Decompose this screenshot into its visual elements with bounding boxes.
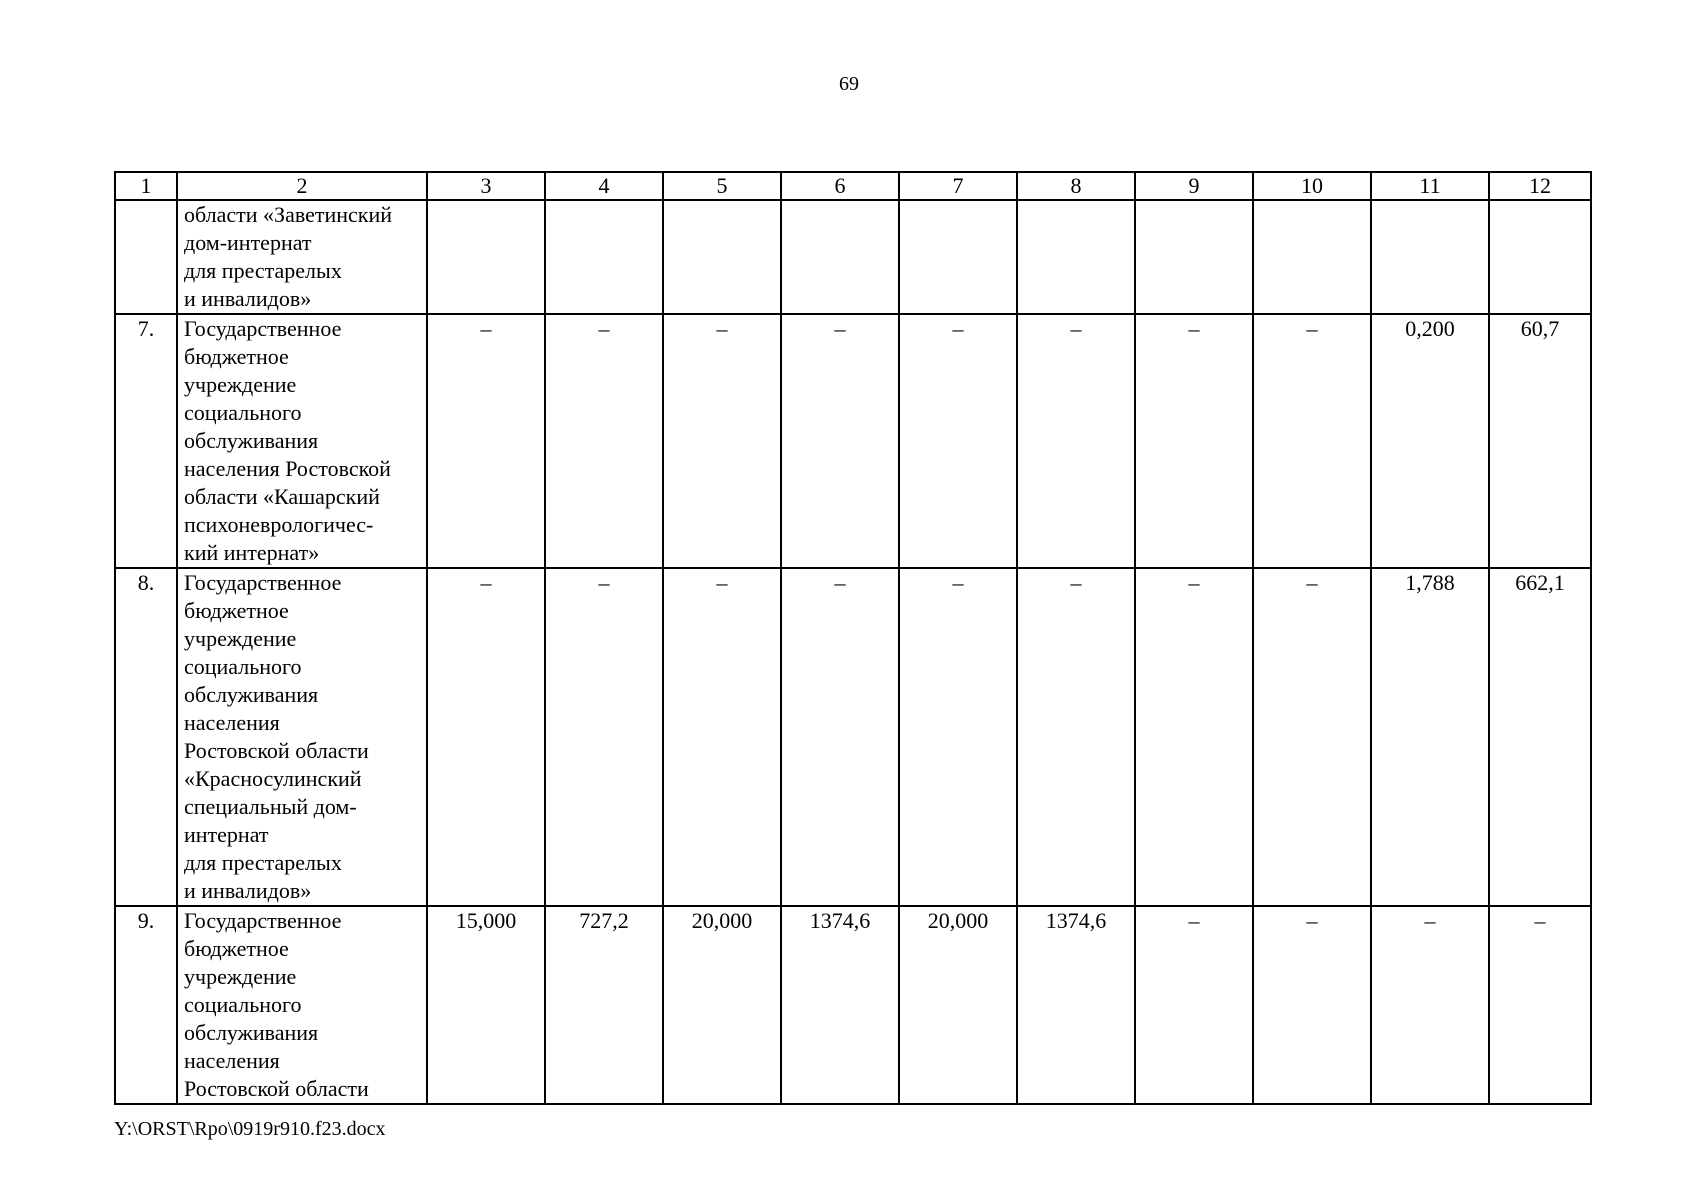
table-cell: – [899,568,1017,906]
table-cell: 60,7 [1489,314,1591,568]
column-header: 10 [1253,172,1371,200]
row-number [115,200,177,314]
table-cell: – [663,314,781,568]
column-header: 1 [115,172,177,200]
row-number: 7. [115,314,177,568]
column-header: 7 [899,172,1017,200]
table-cell: – [899,314,1017,568]
table-cell [899,200,1017,314]
table-cell: – [427,568,545,906]
column-header: 2 [177,172,427,200]
table-cell: – [545,314,663,568]
table-cell [427,200,545,314]
table-cell: 727,2 [545,906,663,1104]
institution-name: Государственное бюджетное учреждение социального обслуживания населения Ростовской области [177,906,427,1104]
data-table [114,171,1592,1105]
table-cell: – [427,314,545,568]
table-cell: – [1253,314,1371,568]
row-number: 8. [115,568,177,906]
institution-name: области «Заветинский дом-интернат для престарелых и инвалидов» [177,200,427,314]
table-cell: – [1253,568,1371,906]
table-cell [1371,200,1489,314]
table-row [115,568,1591,906]
row-number: 9. [115,906,177,1104]
table-row [115,906,1591,1104]
table-cell: 1,788 [1371,568,1489,906]
table-cell: 0,200 [1371,314,1489,568]
institution-name: Государственное бюджетное учреждение социального обслуживания населения Ростовской области «Кашарский психоневрологичес- кий интернат» [177,314,427,568]
table-cell: – [1371,906,1489,1104]
table-cell [1489,200,1591,314]
column-header: 3 [427,172,545,200]
table-cell: – [1489,906,1591,1104]
table-cell: – [781,568,899,906]
table-cell: 15,000 [427,906,545,1104]
table-cell: – [1135,906,1253,1104]
column-header: 6 [781,172,899,200]
institution-name: Государственное бюджетное учреждение социального обслуживания населения Ростовской области «Красносулинский специальный дом- интернат для престарелых и инвалидов» [177,568,427,906]
table-cell: – [1017,314,1135,568]
table-body [115,200,1591,1104]
column-header: 12 [1489,172,1591,200]
column-header: 8 [1017,172,1135,200]
table-cell: – [663,568,781,906]
table-cell: 20,000 [899,906,1017,1104]
table-row [115,314,1591,568]
table-cell: – [781,314,899,568]
table-cell [545,200,663,314]
table-cell: – [1135,568,1253,906]
table-cell: – [1017,568,1135,906]
column-header: 5 [663,172,781,200]
table-row [115,200,1591,314]
table-cell [1253,200,1371,314]
table-header [115,172,1591,200]
table-cell: 1374,6 [781,906,899,1104]
table-cell: – [545,568,663,906]
column-header: 11 [1371,172,1489,200]
file-path-footer: Y:\ORST\Rpo\0919r910.f23.docx [114,1118,386,1140]
table-cell: – [1253,906,1371,1104]
table-cell: 1374,6 [1017,906,1135,1104]
table-cell: 20,000 [663,906,781,1104]
table-cell [781,200,899,314]
table-cell: – [1135,314,1253,568]
table-cell [1135,200,1253,314]
column-header: 4 [545,172,663,200]
table-cell: 662,1 [1489,568,1591,906]
header-row [115,172,1591,200]
table-cell [1017,200,1135,314]
column-header: 9 [1135,172,1253,200]
table-cell [663,200,781,314]
page-number: 69 [839,73,859,95]
